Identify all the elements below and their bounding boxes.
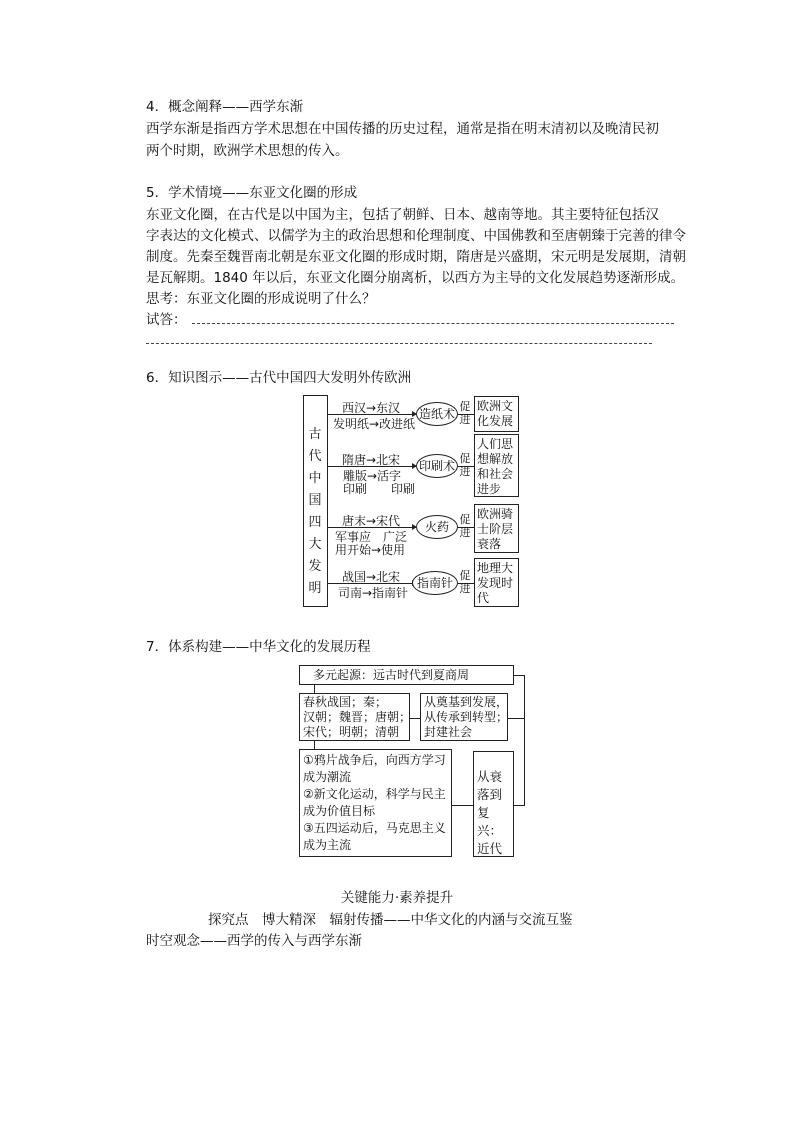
answer-label: 试答： [146, 312, 187, 328]
answer-line-1[interactable] [192, 323, 674, 324]
row-3-effect: 欧洲骑士阶层衰落 [477, 507, 514, 551]
row-2-bottom: 雕版→活字 [343, 469, 402, 483]
right-bracket-line [524, 675, 525, 805]
row-3-bottom: 军事应 广泛 [335, 530, 408, 544]
modern-line-2: 成为潮流 [303, 770, 352, 784]
phase2-text: 从衰落到复兴：近代 [477, 769, 503, 856]
row-4-verb: 促进 [459, 569, 471, 595]
row-2-bottom-2: 印刷 印刷 [343, 482, 416, 496]
section-4-line-1: 西学东渐是指西方学术思想在中国传播的历史过程，通常是指在明末清初以及晚清民初 [146, 121, 659, 137]
section-5-line-3: 制度。先秦至魏晋南北朝是东亚文化圈的形成时期，隋唐是兴盛期，宋元明是发展期，清朝 [146, 249, 686, 265]
row-2-invention: 印刷术 [416, 454, 458, 478]
section-5-heading: 5．学术情境——东亚文化圈的形成 [146, 185, 358, 201]
section-6-heading: 6．知识图示——古代中国四大发明外传欧洲 [146, 370, 412, 386]
section-5-line-2: 字表达的文化模式、以儒学为主的政治思想和伦理制度、中国佛教和至唐朝臻于完善的律令 [146, 228, 686, 244]
phase1-line-3: 封建社会 [424, 725, 473, 739]
modern-line-6: 成为主流 [303, 838, 352, 852]
row-3-top: 唐末→宋代 [342, 514, 401, 528]
row-1-bottom: 发明纸→改进纸 [333, 417, 416, 431]
section-5-question: 思考：东亚文化圈的形成说明了什么？ [146, 291, 376, 307]
origin-text: 多元起源：远古时代到夏商周 [313, 668, 470, 682]
diagram-left-label: 古代中国四大发明 [308, 427, 322, 596]
row-4-bottom: 司南→指南针 [338, 586, 409, 600]
row-3-invention: 火药 [416, 515, 458, 539]
section-4-heading: 4．概念阐释——西学东渐 [146, 99, 304, 115]
row-1-verb: 促进 [459, 400, 471, 426]
dynasties-line-1: 春秋战国；秦； [303, 695, 388, 709]
phase1-line-2: 从传承到转型； [424, 710, 509, 724]
origin-down-connector [314, 685, 315, 693]
footer-line-3: 时空观念——西学的传入与西学东渐 [146, 933, 362, 949]
phase1-connector [508, 718, 525, 719]
dynasty-phase1-connector [410, 718, 420, 719]
modern-line-4: 成为价值目标 [303, 804, 376, 818]
answer-line-2[interactable] [146, 343, 652, 344]
dynasties-line-3: 宋代；明朝；清朝 [303, 725, 400, 739]
dynasties-line-2: 汉朝；魏晋；唐朝； [303, 710, 412, 724]
footer-subtitle: 探究点 博大精深 辐射传播——中华文化的内涵与交流互鉴 [208, 912, 573, 928]
phase1-line-1: 从奠基到发展， [424, 695, 509, 709]
row-1-effect: 欧洲文化发展 [477, 399, 514, 428]
section-5-line-1: 东亚文化圈，在古代是以中国为主，包括了朝鲜、日本、越南等地。其主要特征包括汉 [146, 207, 659, 223]
modern-line-1: ①鸦片战争后，向西方学习 [303, 753, 446, 767]
row-2-effect: 人们思想解放和社会进步 [477, 437, 514, 496]
row-3-bottom-2: 用开始→使用 [335, 543, 406, 557]
section-4-line-2: 两个时期，欧洲学术思想的传入。 [146, 143, 349, 159]
row-2-top: 隋唐→北宋 [342, 453, 401, 467]
row-3-verb: 促进 [459, 513, 471, 539]
section-7-heading: 7．体系构建——中华文化的发展历程 [146, 639, 371, 655]
dynasty-down-connector [314, 741, 315, 749]
modern-line-5: ③五四运动后，马克思主义 [303, 821, 446, 835]
phase2-connector [514, 805, 525, 806]
origin-right-connector [514, 675, 524, 676]
row-4-effect: 地理大发现时代 [477, 561, 514, 605]
modern-phase2-connector [452, 805, 473, 806]
row-1-top: 西汉→东汉 [342, 401, 401, 415]
row-4-top: 战国→北宋 [342, 570, 401, 584]
row-4-invention: 指南针 [412, 571, 458, 595]
footer-title: 关键能力·素养提升 [340, 890, 454, 906]
section-5-line-4: 是瓦解期。1840 年以后，东亚文化圈分崩离析，以西方为主导的文化发展趋势逐渐形成。 [146, 270, 685, 286]
modern-line-3: ②新文化运动，科学与民主 [303, 787, 446, 801]
row-2-verb: 促进 [459, 452, 471, 478]
row-1-invention: 造纸术 [416, 402, 458, 426]
